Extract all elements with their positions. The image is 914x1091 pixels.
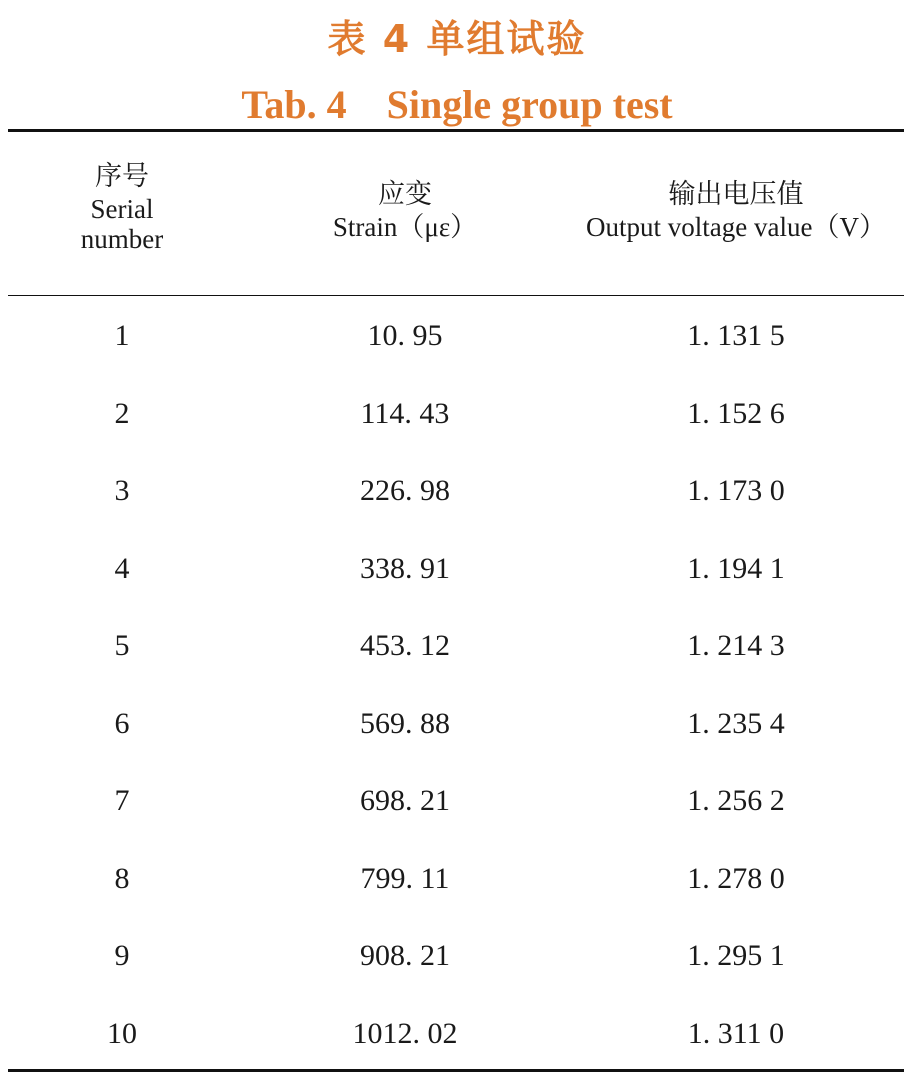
cell-serial: 6 (114, 706, 130, 740)
cell-strain: 908. 21 (360, 939, 450, 972)
table-caption-english: Tab. 4 Single group test (241, 82, 673, 127)
cell-voltage: 1. 256 2 (687, 784, 785, 817)
cell-serial: 1 (114, 319, 130, 352)
table-row (0, 762, 914, 840)
header-voltage-en: Output voltage value（V） (586, 212, 886, 242)
cell-serial: 9 (114, 939, 130, 972)
cell-serial: 8 (114, 861, 130, 895)
header-serial-cn: 序号 (95, 161, 149, 192)
cell-strain: 1012. 02 (352, 1016, 458, 1050)
cell-serial: 10 (107, 1016, 137, 1050)
cell-voltage: 1. 311 0 (687, 1016, 785, 1050)
table-row (0, 375, 914, 453)
table-row (0, 452, 914, 530)
cell-voltage: 1. 278 0 (687, 861, 785, 895)
table-row (0, 995, 914, 1073)
cell-serial: 3 (114, 474, 130, 507)
cell-strain: 453. 12 (360, 629, 450, 662)
cell-strain: 698. 21 (360, 784, 450, 817)
table-row (0, 607, 914, 685)
table-row (0, 840, 914, 918)
header-serial-number (22, 160, 222, 300)
cell-strain: 226. 98 (360, 474, 450, 507)
table-body (0, 297, 914, 1072)
table-bottom-rule (8, 1069, 904, 1072)
cell-strain: 799. 11 (360, 861, 450, 895)
table-row (0, 297, 914, 375)
cell-voltage: 1. 235 4 (687, 706, 785, 740)
cell-serial: 4 (114, 551, 130, 585)
table-row (0, 917, 914, 995)
cell-strain: 114. 43 (360, 396, 450, 430)
cell-voltage: 1. 152 6 (687, 396, 785, 430)
cell-voltage: 1. 295 1 (687, 939, 785, 972)
table-caption-chinese: 表 4 单组试验 (327, 17, 587, 61)
header-voltage-cn: 输出电压值 (668, 179, 804, 210)
cell-voltage: 1. 194 1 (687, 551, 785, 585)
header-strain-en: Strain（με） (332, 212, 478, 242)
header-strain-cn: 应变 (378, 179, 432, 210)
cell-voltage: 1. 214 3 (687, 629, 785, 662)
table-row (0, 685, 914, 763)
cell-serial: 7 (114, 784, 130, 817)
table-top-rule (8, 129, 904, 132)
cell-strain: 10. 95 (367, 319, 443, 352)
cell-strain: 569. 88 (360, 706, 450, 740)
table-row (0, 530, 914, 608)
header-serial-en-line2: number (80, 224, 164, 254)
cell-voltage: 1. 173 0 (687, 474, 785, 507)
cell-voltage: 1. 131 5 (687, 319, 785, 352)
header-serial-en-line1: Serial (90, 194, 154, 224)
cell-serial: 5 (114, 629, 130, 662)
cell-serial: 2 (114, 396, 130, 430)
table-header-rule (8, 295, 904, 296)
cell-strain: 338. 91 (360, 551, 450, 585)
